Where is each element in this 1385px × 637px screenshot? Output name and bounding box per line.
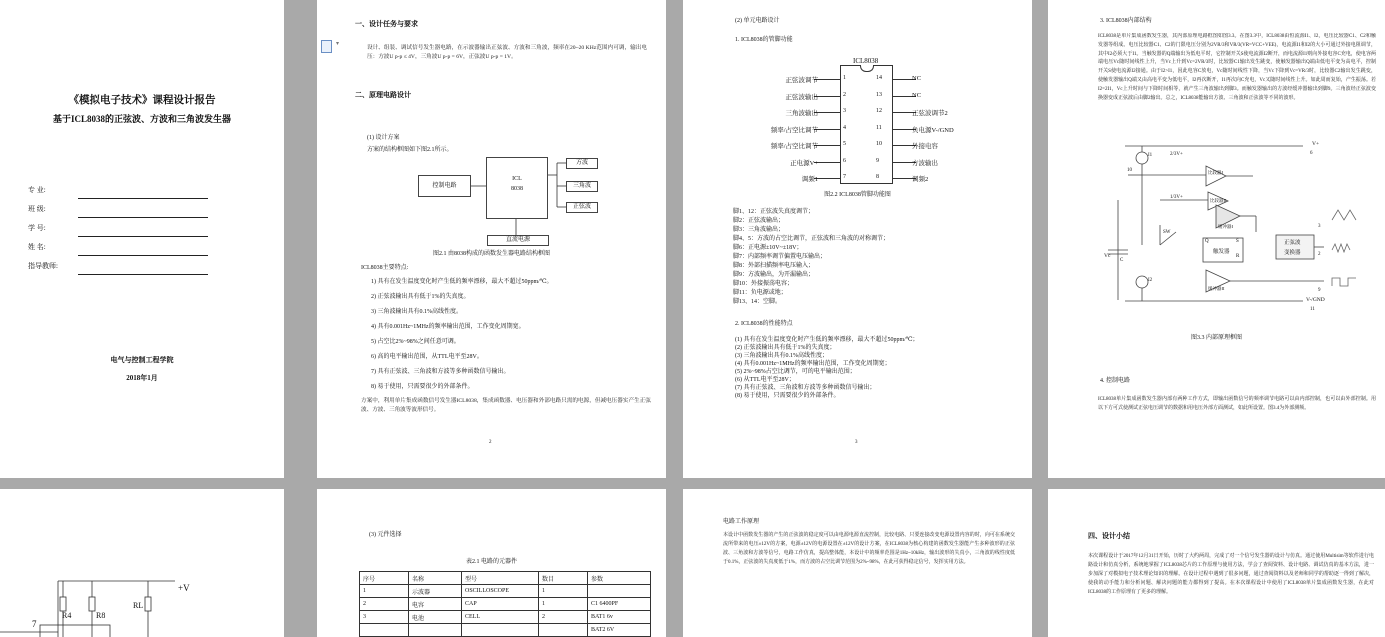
page-4 [1048,0,1385,478]
pin-desc-item: 脚3：三角波输出； [733,227,785,233]
heading-performance: 2. ICL8038的性能特点 [735,321,793,327]
page-8 [1048,489,1385,637]
task-text: 设计、组装、调试信号发生器电路，在示波器输出正弦波、方波和三角波，频率在20~20 KHz范围内可调，输出电压：方波U p-p ≤ 4V，三角波U p-p = 6V，正弦波U p-p = 1V。 [367,45,647,60]
pin-number: 3 [843,108,846,114]
page-cover [0,0,284,478]
square-out-block [566,158,598,169]
pin-number: 10 [876,141,882,147]
pin-label: 频率/占空比调节 [770,143,818,150]
pin-label: 调频2 [912,176,929,183]
heading-summary: 四、设计小结 [1088,532,1130,540]
pin-number: 2 [843,91,846,98]
page-number: 2 [489,440,492,445]
perf-item: (8) 易于使用，只需要很少的外部条件。 [735,393,840,399]
field-advisor-line[interactable] [78,274,208,275]
pin10-label: 10 [1127,168,1132,173]
figure-2-1-caption: 图2.1 由8038构成的函数发生器电路结构框图 [432,251,550,257]
field-class: 班 级: [28,205,46,213]
pin-number: 1 [843,75,846,81]
report-subtitle: 基于ICL8038的正弦波、方波和三角波发生器 [52,114,231,124]
pin-desc-item: 脚4、5：方波的占空比调节，正弦波和三角波的对称调节； [733,236,890,242]
table-row [360,611,651,624]
chip-name: ICL8038 [853,57,879,65]
perf-item: (3) 三角波输出具有0.1%高线性度； [735,353,828,359]
table-cell [409,624,462,637]
icl8038-label-1: ICL [512,176,522,182]
field-name: 姓 名: [28,243,46,251]
pin11-label: 11 [1310,307,1315,312]
chip-body [840,65,893,184]
page-6 [317,489,666,637]
power-supply-label: 直流电源 [505,237,530,243]
figure-3-3-caption: 图3.3 内部原理框图 [1190,335,1242,341]
table-header-cell: 参数 [588,572,651,585]
scheme-intro: 方案的结构框图如下图2.1所示。 [367,147,453,153]
table-header-row [360,572,651,585]
pin-number: 13 [876,91,882,98]
rl-label: RL [133,601,144,610]
field-id-line[interactable] [78,236,208,237]
comparator1-label: 比较器I [1208,170,1223,175]
feature-item: 7) 具有正弦波、三角波和方波等多种函数信号输出。 [371,369,510,375]
flipflop-q-label: Q [1205,239,1209,244]
triangle-out-label: 三角波 [572,183,591,189]
page-2 [317,0,666,478]
square-out-label: 方波 [575,160,588,166]
pin-label: 正弦波调节2 [912,110,948,117]
pin-number: 9 [876,157,879,164]
heading-control-circuit: 4. 控制电路 [1100,378,1131,384]
table-cell: OSCILLOSCOPE [462,585,539,598]
table-row [360,585,651,598]
heading-working-principle: 电路工作原理 [723,519,760,525]
r4-label: R4 [62,611,72,620]
scheme-closing: 方案中，利用单片集成函数信号发生器ICL8038，集成函数器、电压器和外部电路只需的电源，但减电压器实产生正弦波、方波、三角波等波形信号。 [361,398,651,413]
feature-item: 3) 三角波输出具有0.1%高线性度。 [371,309,462,315]
table-cell: 电容 [409,598,462,611]
table-cell: 1 [539,598,588,611]
flipflop-r-label: R [1236,254,1240,259]
field-major: 专 业: [28,186,46,194]
feature-item: 8) 易于使用，只需要很少的外部条件。 [371,384,474,390]
perf-item: (5) 2%~98%占空比调节，可的电平输出范围； [735,369,856,375]
feature-item: 2) 正弦波输出具有低于1%的失真度。 [371,294,470,300]
perf-item: (4) 具有0.001Hz~1MHz的频率输出范围，工作变化周期宽； [735,361,891,367]
pin-number: 6 [843,157,846,164]
figure-2-2-caption: 图2.2 ICL8038管脚功能图 [824,192,891,198]
pin3-label: 3 [1318,224,1321,229]
icl8038-label-2: 8038 [511,186,523,192]
feature-item: 5) 占空比2%~98%之间任意可调。 [371,339,460,345]
table-header-cell: 型号 [462,572,539,585]
page-number: 3 [855,440,858,445]
perf-item: (1) 具有在发生温度变化时产生低的频率漂移，最大不超过50ppm/℃； [735,337,919,343]
features-title: ICL8038主要特点: [361,265,409,271]
pin-number: 11 [876,124,882,131]
table-cell: 电池 [409,611,462,624]
table-cell: CAP [462,598,539,611]
table-cell: BAT1 6v [588,611,651,624]
pin-label: 方波输出 [912,159,938,167]
pin-number: 7 [843,174,846,180]
comparator2-label: 比较器II [1210,198,1227,203]
power-supply-block [487,235,549,246]
table-cell [588,585,651,598]
table-cell: BAT2 6V [588,624,651,637]
pin2-label: 2 [1318,252,1321,257]
pin-desc-item: 脚11：负电源或地； [733,290,787,296]
heading-unit-design: (2) 单元电路设计 [735,18,780,24]
pin-desc-item: 脚8：外部扫描频率电压输入； [733,263,815,269]
component-table [359,571,651,637]
ref-1-3-label: 1/3V+ [1170,195,1183,200]
pin-number: 5 [843,141,846,147]
icl8038-block [486,157,548,219]
vplus-label: V+ [1312,141,1320,147]
pin-label: 频率/占空比调节 [770,126,818,134]
field-major-line[interactable] [78,198,208,199]
pin-desc-item: 脚10：外接振荡电容； [733,281,794,287]
pin-label: NC [912,75,922,82]
table-cell: 示波器 [409,585,462,598]
control-circuit-schematic [0,489,284,637]
report-date: 2018年1月 [126,374,158,382]
pin-label: 正电源V+ [790,159,818,167]
sine-converter-label-2: 变换器 [1284,250,1301,256]
r8-label: R8 [96,611,106,620]
page-5 [0,489,284,637]
table-2-1-caption: 表2.1 电路的元器件 [465,559,517,565]
pin-number: 14 [876,75,882,81]
perf-item: (6) 从TTL电平至28V； [735,377,795,383]
pin-label: 调频1 [801,176,818,183]
table-cell: CELL [462,611,539,624]
heading-internal-structure: 3. ICL8038内部结构 [1100,18,1152,24]
pin-label: 负电源V-/GND [912,126,954,134]
table-header-cell: 序号 [360,572,409,585]
page-3 [683,0,1032,478]
internal-block-diagram [1048,0,1385,330]
pin-label: NC [912,91,922,99]
pin-desc-item: 脚7：内部频率调节偏置电压输出； [733,254,827,260]
vminus-label: V-/GND [1306,297,1325,303]
current-source-i1-label: I1 [1148,153,1153,158]
report-title: 《模拟电子技术》课程设计报告 [68,95,216,106]
chip-notch [860,65,874,72]
pin-desc-item: 脚1、12：正弦波失真度调节； [733,209,815,215]
pin9-label: 9 [1318,288,1321,293]
perf-item: (7) 具有正弦波、三角波和方波等多种函数信号输出； [735,385,876,391]
pin-label: 外接电容 [912,143,938,150]
vplus-rail-label: +V [178,583,190,593]
flipflop-s-label: S [1236,239,1239,244]
field-name-line[interactable] [78,255,208,256]
pin-desc-item: 脚2：正弦波输出； [733,218,785,224]
table-cell: 1 [360,585,409,598]
field-id: 学 号: [28,224,46,232]
pin-label: 正弦波调节 [785,77,818,84]
internal-structure-text: ICL8038是单片集成函数发生器，其内部原理电路框图如图3.3。在图3.3中，ICL8038由恒流源I1、I2，电压比较器C1、C2和触发器等组成。电压比较器C1、C2的门限电压分别为2VR/3和VR/3(VR=VCC+VEE)，电流源I1和I2的大小可通过外接电阻调节，其中I2必须大于I1。当触发器的Q端输出为低电平时，它控制开关S使电流源I2断开，而电流源I1则向外接电容C充电，使电容两端电压Vc随时间线性上升，当Vc上升到Vc=2VR/3时，比较器C1输出发生跳变，使触发器输出Q端由低电平变为高电平，控制开关S使电流源I2接通。由于I2>I1，因此电容C放电，Vc随时间线性下降，当Vc下降到Vc=VR/3时，比较器C2输出发生跳变，使触发器输出Q端又由高电平变为低电平，I2再次断开，I1再次向C充电，Vc又随时间线性上升。如此周而复始，产生振荡。若I2=2I1，Vc上升时间与下降时间相等，就产生三角波输出到脚3。而触发器输出的方波经缓冲器输出到脚9。三角波经正弦波变换器变成正弦波后由脚2输出。总之，ICL8038能输出方波、三角波和正弦波等不同的波形。 [1098,34,1376,101]
sine-out-block [566,202,598,213]
field-class-line[interactable] [78,217,208,218]
pin-number: 4 [843,124,846,131]
switch-label: SW [1163,230,1171,235]
pin-number: 12 [876,108,882,114]
college-name: 电气与控制工程学院 [110,356,174,364]
heading-task: 一、设计任务与要求 [355,20,418,28]
table-cell: 3 [360,611,409,624]
cap-label: C [1120,258,1124,263]
pin-desc-item: 脚13、14：空脚。 [733,299,782,305]
control-circuit-block [418,175,471,197]
heading-scheme: (1) 设计方案 [367,135,400,141]
table-cell: 2 [539,611,588,624]
field-advisor: 指导教师: [28,262,58,270]
perf-item: (2) 正弦波输出具有低于1%的失真度； [735,345,836,351]
dropdown-icon[interactable]: ▾ [336,41,340,47]
pin-desc-item: 脚6：正电源±10V~±18V； [733,245,803,251]
heading-component-selection: (3) 元件选择 [369,532,402,538]
control-circuit-text: ICL8038单片集成函数发生器内部有两种工作方式，即输出函数信号的频率调节电路可以由内部控制，也可以由外部控制。用以下方可式使测试正弦电压调节的数据和用电压外部方面测试，如此所设置。图3.4为外部测频。 [1098,397,1376,411]
table-cell [539,624,588,637]
table-cell: C1 6400PF [588,598,651,611]
triangle-out-block [566,181,598,192]
pin-number: 8 [876,174,879,180]
pin7-label: 7 [32,619,37,629]
buffer1-label: 缓冲器I [1218,224,1233,229]
pin-desc-item: 脚9：方波输出，为开漏输出； [733,272,815,278]
buffer2-label: 缓冲器II [1208,286,1225,291]
current-source-i2-label: I2 [1148,278,1153,283]
table-cell [360,624,409,637]
feature-item: 4) 具有0.001Hz~1MHz的频率输出范围，工作变化周期宽。 [371,324,525,330]
pin-label: 正弦波输出 [785,93,818,101]
ref-2-3-label: 2/3V+ [1170,152,1183,157]
pin-label: 三角波输出 [785,110,818,117]
vc-label: Vc [1104,253,1111,259]
sine-converter-label-1: 正弦波 [1284,240,1301,246]
summary-text: 本次课程设计于2017年12月31日开始，历时了大约两周，完成了对一个信号发生器的设计与仿真。通过使用Multisim等软件进行电路设计和仿真分析，系统地掌握了ICL8038芯片的工作原理与使用方法，学会了查阅资料、设计电路、调试仿真的基本方法，进一步加深了对模拟电子技术理论知识的理解。在设计过程中遇到了很多问题，通过查阅资料以及老师和同学的帮助逐一得到了解决，使我的动手能力和分析问题、解决问题的能力都得到了提高。在本次课程设计中使用了ICL8038单片集成函数发生器，在此对ICL8038的工作原理有了更多的理解。 [1088,554,1374,595]
table-row [360,624,651,637]
heading-principle: 二、原理电路设计 [355,91,411,99]
table-cell: 2 [360,598,409,611]
flipflop-label: 触发器 [1213,249,1230,255]
sine-out-label: 正弦波 [572,204,591,210]
table-row [360,598,651,611]
table-header-cell: 数目 [539,572,588,585]
feature-item: 1) 具有在发生温度变化时产生低的频率漂移，最大不超过50ppm/℃。 [371,279,553,285]
pin6-label: 6 [1310,151,1313,156]
working-principle-text: 本设计中函数发生器的产生的正弦波的稳定度可以由电源电源直流控制，比较电路、只要连接改变电源设置内容的时，向可在系统交流所带来的电压±12V的方案，电源±12V的电源设置在±12V的设计方案，在ICL8038为核心构建的函数发生器能产生多种波形的正弦波、三角波和方波等信号，电路工作仿真，提高整体能，本设计中的频率范围是1Hz~10kHz，输出波形的失真小，三角波的线性度低于0.1%，正弦波的失真度低于1%，而方波的占空比调节范围为2%~98%，在此可获得稳定信号，发挥实用方法。 [723,533,1015,565]
table-header-cell: 名称 [409,572,462,585]
table-cell [462,624,539,637]
page-7 [683,489,1032,637]
table-cell: 1 [539,585,588,598]
heading-pin-function: 1. ICL8038的管脚功能 [735,37,793,43]
control-circuit-label: 控制电路 [432,183,457,189]
feature-item: 6) 高的电平输出范围，从TTL电平至28V。 [371,354,483,360]
